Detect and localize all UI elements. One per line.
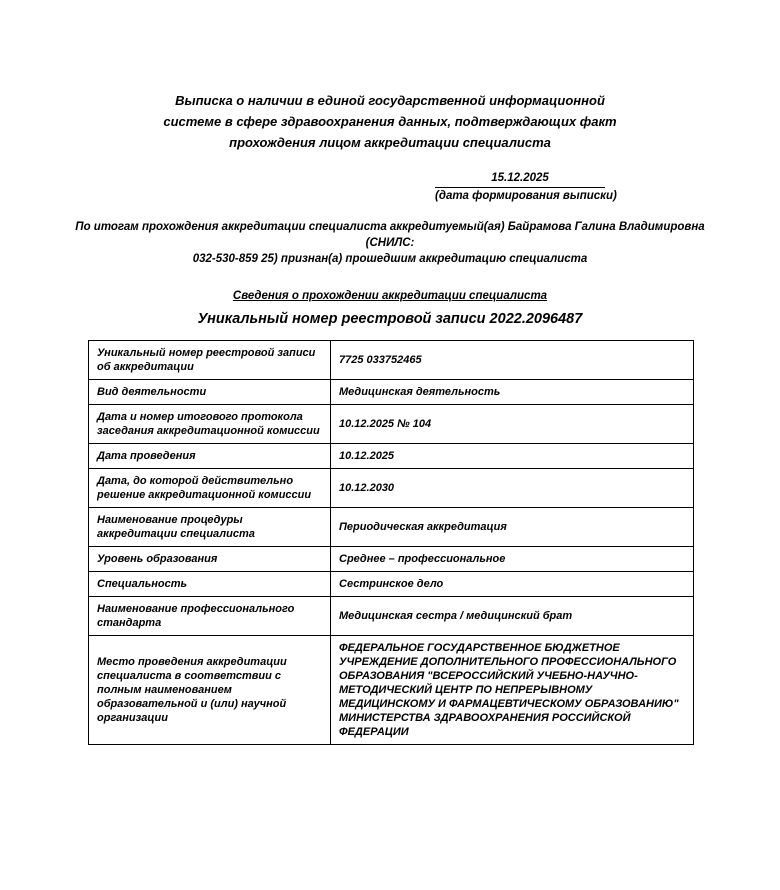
- page-title: [90, 90, 690, 153]
- row-value: Медицинская сестра / медицинский брат: [331, 597, 694, 636]
- accreditation-table: [88, 340, 694, 745]
- table-row: [89, 547, 694, 572]
- summary-paragraph: [55, 219, 725, 267]
- table-row: [89, 341, 694, 380]
- row-value: 10.12.2025 № 104: [331, 405, 694, 444]
- table-row: [89, 636, 694, 745]
- issue-date-block: [435, 172, 617, 202]
- summary-line-1: По итогам прохождения аккредитации специалиста аккредитуемый(ая) Байрамова Галина Владимировна (СНИЛС:: [75, 221, 705, 249]
- accreditation-table-body: [89, 341, 694, 745]
- issue-date-caption: (дата формирования выписки): [435, 190, 617, 202]
- row-label: Наименование профессионального стандарта: [89, 597, 331, 636]
- row-value: Периодическая аккредитация: [331, 508, 694, 547]
- row-value: 7725 033752465: [331, 341, 694, 380]
- table-row: [89, 444, 694, 469]
- page-title-line-1: Выписка о наличии в единой государственной информационной: [175, 93, 605, 108]
- row-value: 10.12.2030: [331, 469, 694, 508]
- row-value: 10.12.2025: [331, 444, 694, 469]
- issue-date-value: 15.12.2025: [435, 172, 605, 188]
- row-label: Дата, до которой действительно решение аккредитационной комиссии: [89, 469, 331, 508]
- row-label: Дата проведения: [89, 444, 331, 469]
- table-row: [89, 405, 694, 444]
- row-label: Вид деятельности: [89, 380, 331, 405]
- row-label: Уникальный номер реестровой записи об аккредитации: [89, 341, 331, 380]
- row-value: Сестринское дело: [331, 572, 694, 597]
- table-row: [89, 572, 694, 597]
- page-title-line-3: прохождения лицом аккредитации специалиста: [229, 135, 551, 150]
- table-row: [89, 380, 694, 405]
- row-label: Уровень образования: [89, 547, 331, 572]
- summary-line-2: 032-530-859 25) признан(а) прошедшим аккредитацию специалиста: [192, 253, 588, 265]
- section-heading: Сведения о прохождении аккредитации специалиста: [232, 290, 548, 302]
- table-row: [89, 508, 694, 547]
- row-value: Медицинская деятельность: [331, 380, 694, 405]
- registry-number-heading: Уникальный номер реестровой записи 2022.2096487: [197, 311, 583, 327]
- row-label: Дата и номер итогового протокола заседания аккредитационной комиссии: [89, 405, 331, 444]
- row-label: Специальность: [89, 572, 331, 597]
- table-row: [89, 469, 694, 508]
- table-row: [89, 597, 694, 636]
- row-value: Среднее – профессиональное: [331, 547, 694, 572]
- row-label: Наименование процедуры аккредитации специалиста: [89, 508, 331, 547]
- row-value: ФЕДЕРАЛЬНОЕ ГОСУДАРСТВЕННОЕ БЮДЖЕТНОЕ УЧРЕЖДЕНИЕ ДОПОЛНИТЕЛЬНОГО ПРОФЕССИОНАЛЬНОГО ОБРАЗОВАНИЯ "ВСЕРОССИЙСКИЙ УЧЕБНО-НАУЧНО-МЕТОДИЧЕСКИЙ ЦЕНТР ПО НЕПРЕРЫВНОМУ МЕДИЦИНСКОМУ И ФАРМАЦЕВТИЧЕСКОМУ ОБРАЗОВАНИЮ" МИНИСТЕРСТВА ЗДРАВООХРАНЕНИЯ РОССИЙСКОЙ ФЕДЕРАЦИИ: [331, 636, 694, 745]
- row-label: Место проведения аккредитации специалиста в соответствии с полным наименованием образовательной и (или) научной организации: [89, 636, 331, 745]
- page-title-line-2: системе в сфере здравоохранения данных, подтверждающих факт: [163, 114, 617, 129]
